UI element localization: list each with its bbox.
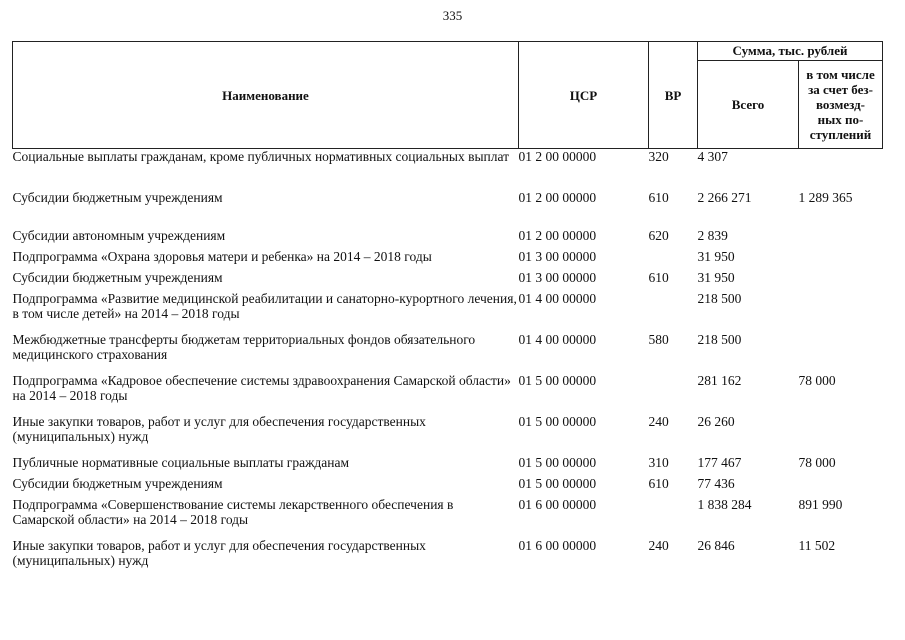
row-csr: 01 5 00 00000 (518, 414, 597, 429)
row-vr: 310 (648, 455, 669, 470)
row-vr: 240 (648, 538, 669, 553)
header-sum: Сумма, тыс. рублей (698, 42, 883, 61)
table-row (13, 190, 883, 228)
row-free-receipts (799, 291, 883, 332)
row-csr: 01 2 00 00000 (518, 190, 597, 205)
row-free-receipts (799, 228, 883, 249)
row-free-receipts (799, 476, 883, 497)
row-name: Публичные нормативные социальные выплаты гражданам (12, 455, 350, 470)
row-total: 4 307 (697, 149, 728, 164)
row-name: Иные закупки товаров, работ и услуг для обеспечения государственных (муниципальных) нужд (12, 414, 426, 444)
row-total: 281 162 (697, 373, 742, 388)
page-number: 335 (442, 8, 463, 23)
row-name: Социальные выплаты гражданам, кроме публичных нормативных социальных выплат (12, 149, 510, 164)
header-free-line: ных по- (817, 112, 864, 127)
row-name: Субсидии автономным учреждениям (12, 228, 226, 243)
row-name: Субсидии бюджетным учреждениям (12, 190, 223, 205)
row-name: Иные закупки товаров, работ и услуг для обеспечения государственных (муниципальных) нужд (12, 538, 426, 568)
table-row (13, 291, 883, 332)
row-name: Субсидии бюджетным учреждениям (12, 476, 223, 491)
row-csr: 01 2 00 00000 (518, 228, 597, 243)
header-free-line: возмезд- (816, 97, 865, 112)
table-row (13, 455, 883, 476)
table-row (13, 497, 883, 538)
row-free-receipts (799, 249, 883, 270)
row-csr: 01 4 00 00000 (518, 332, 597, 347)
row-total: 177 467 (697, 455, 742, 470)
row-vr: 320 (648, 149, 669, 164)
table-row (13, 249, 883, 270)
row-total: 218 500 (697, 332, 742, 347)
row-csr: 01 3 00 00000 (518, 249, 597, 264)
header-free-receipts (799, 61, 883, 149)
row-total: 218 500 (697, 291, 742, 306)
table-row (13, 332, 883, 373)
header-csr: ЦСР (519, 42, 649, 149)
header-total: Всего (698, 61, 799, 149)
table-body (13, 149, 883, 580)
table-row (13, 476, 883, 497)
row-vr: 620 (648, 228, 669, 243)
row-vr: 580 (648, 332, 669, 347)
row-name: Субсидии бюджетным учреждениям (12, 270, 223, 285)
row-total: 26 260 (697, 414, 735, 429)
header-name: Наименование (13, 42, 519, 149)
row-free-receipts: 78 000 (798, 373, 836, 388)
row-total: 2 839 (697, 228, 728, 243)
row-vr: 240 (648, 414, 669, 429)
table-row (13, 228, 883, 249)
row-free-receipts (799, 149, 883, 191)
row-vr (649, 497, 698, 538)
row-csr: 01 5 00 00000 (518, 373, 597, 388)
row-free-receipts: 78 000 (798, 455, 836, 470)
row-csr: 01 5 00 00000 (518, 455, 597, 470)
row-free-receipts: 11 502 (798, 538, 836, 553)
row-free-receipts: 1 289 365 (798, 190, 853, 205)
row-csr: 01 4 00 00000 (518, 291, 597, 306)
header-free-line: за счет без- (808, 82, 873, 97)
row-free-receipts (799, 414, 883, 455)
table-row (13, 373, 883, 414)
row-csr: 01 5 00 00000 (518, 476, 597, 491)
row-name: Подпрограмма «Развитие медицинской реабилитации и санаторно-курортного лечения, в том числе детей» на 2014 – 2018 годы (12, 291, 517, 321)
table-row (13, 149, 883, 191)
row-name: Подпрограмма «Совершенствование системы лекарственного обеспечения в Самарской области» на 2014 – 2018 годы (12, 497, 454, 527)
table-row (13, 270, 883, 291)
row-vr (649, 249, 698, 270)
header-free-line: в том числе (806, 67, 875, 82)
row-total: 2 266 271 (697, 190, 752, 205)
header-free-line: ступлений (809, 127, 872, 142)
row-total: 77 436 (697, 476, 735, 491)
row-csr: 01 3 00 00000 (518, 270, 597, 285)
row-total: 31 950 (697, 270, 735, 285)
table-header (13, 42, 883, 149)
row-total: 1 838 284 (697, 497, 752, 512)
row-vr (649, 373, 698, 414)
row-vr: 610 (648, 190, 669, 205)
row-csr: 01 6 00 00000 (518, 497, 597, 512)
row-name: Подпрограмма «Охрана здоровья матери и ребенка» на 2014 – 2018 годы (12, 249, 432, 264)
row-free-receipts (799, 332, 883, 373)
row-vr: 610 (648, 270, 669, 285)
row-free-receipts (799, 270, 883, 291)
row-csr: 01 2 00 00000 (518, 149, 597, 164)
row-name: Межбюджетные трансферты бюджетам территориальных фондов обязательного медицинского страхования (12, 332, 476, 362)
row-name: Подпрограмма «Кадровое обеспечение системы здравоохранения Самарской области» на 2014 – 2018 годы (12, 373, 511, 403)
row-total: 31 950 (697, 249, 735, 264)
row-vr (649, 291, 698, 332)
table-row (13, 538, 883, 579)
row-csr: 01 6 00 00000 (518, 538, 597, 553)
header-vr: ВР (649, 42, 698, 149)
budget-table (12, 41, 883, 579)
row-vr: 610 (648, 476, 669, 491)
row-total: 26 846 (697, 538, 735, 553)
table-row (13, 414, 883, 455)
row-free-receipts: 891 990 (798, 497, 843, 512)
